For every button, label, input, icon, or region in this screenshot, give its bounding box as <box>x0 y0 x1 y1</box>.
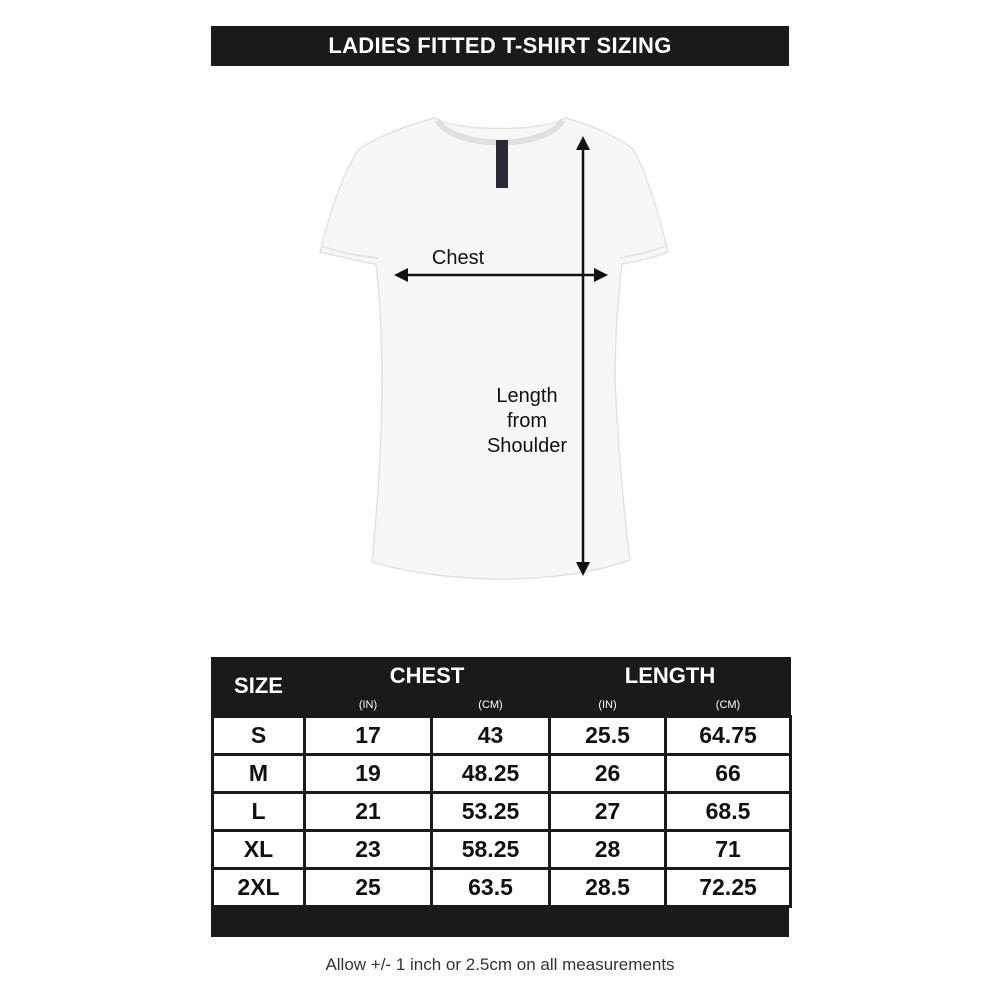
chest-cm-cell: 48.25 <box>432 755 550 793</box>
length-in-cell: 26 <box>550 755 666 793</box>
length-label-line: from <box>507 410 547 432</box>
length-cm-cell: 72.25 <box>666 869 791 907</box>
chest-header: CHEST <box>305 657 550 695</box>
unit-header: (CM) <box>666 695 791 717</box>
table-row <box>213 869 791 907</box>
unit-header: (IN) <box>550 695 666 717</box>
page-title: LADIES FITTED T-SHIRT SIZING <box>211 26 789 66</box>
length-header: LENGTH <box>550 657 791 695</box>
chest-in-cell: 23 <box>305 831 432 869</box>
length-in-cell: 28 <box>550 831 666 869</box>
chest-in-cell: 25 <box>305 869 432 907</box>
unit-header: (IN) <box>305 695 432 717</box>
chest-in-cell: 17 <box>305 717 432 755</box>
length-cm-cell: 64.75 <box>666 717 791 755</box>
length-cm-cell: 66 <box>666 755 791 793</box>
chest-in-cell: 19 <box>305 755 432 793</box>
length-cm-cell: 68.5 <box>666 793 791 831</box>
chest-cm-cell: 53.25 <box>432 793 550 831</box>
size-cell: L <box>213 793 305 831</box>
chest-cm-cell: 58.25 <box>432 831 550 869</box>
size-table <box>211 657 792 908</box>
table-row <box>213 793 791 831</box>
tshirt-illustration <box>320 118 668 579</box>
chest-in-cell: 21 <box>305 793 432 831</box>
chest-label: Chest <box>431 247 485 269</box>
length-cm-cell: 71 <box>666 831 791 869</box>
length-label <box>472 384 582 459</box>
table-row <box>213 831 791 869</box>
table-row <box>213 717 791 755</box>
size-header: SIZE <box>213 657 305 717</box>
length-label-line: Shoulder <box>486 435 568 457</box>
measurement-note: Allow +/- 1 inch or 2.5cm on all measurements <box>325 955 675 974</box>
size-cell: 2XL <box>213 869 305 907</box>
length-label-line: Length <box>496 385 558 407</box>
length-in-cell: 27 <box>550 793 666 831</box>
chest-cm-cell: 63.5 <box>432 869 550 907</box>
size-cell: S <box>213 717 305 755</box>
chest-cm-cell: 43 <box>432 717 550 755</box>
unit-header: (CM) <box>432 695 550 717</box>
length-in-cell: 25.5 <box>550 717 666 755</box>
size-cell: XL <box>213 831 305 869</box>
length-in-cell: 28.5 <box>550 869 666 907</box>
table-row <box>213 755 791 793</box>
size-cell: M <box>213 755 305 793</box>
